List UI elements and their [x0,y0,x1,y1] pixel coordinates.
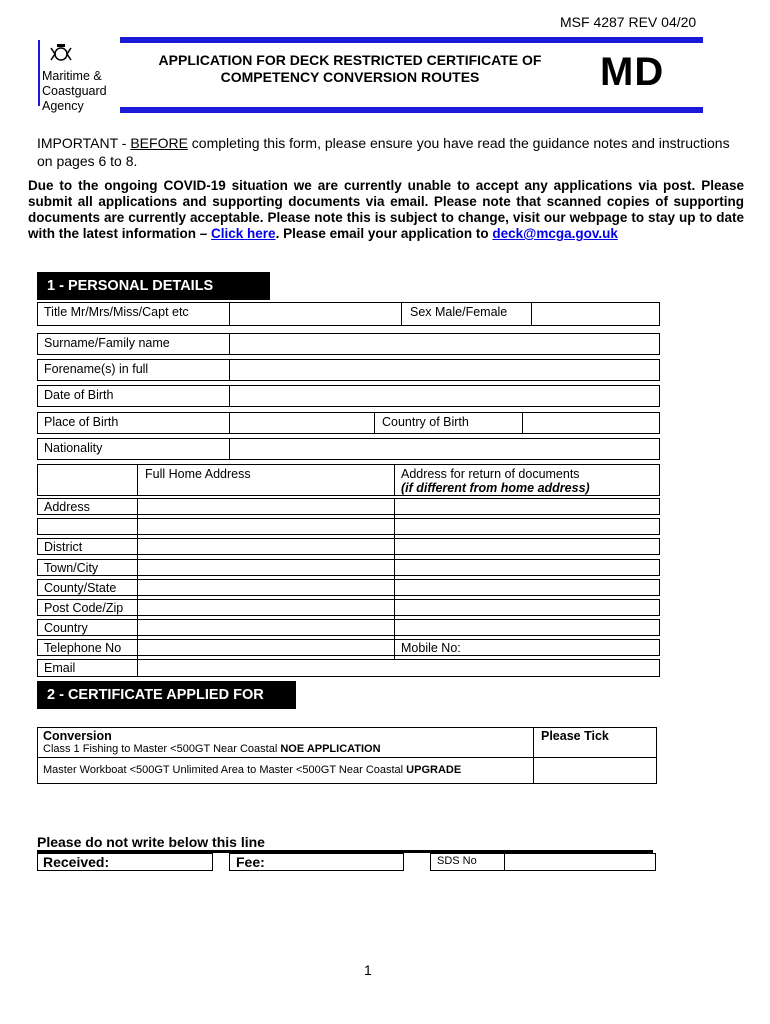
agency-line-1: Maritime & [42,69,102,83]
address-row[interactable] [37,639,660,656]
certificate-option-1 [43,743,381,755]
full-home-address-label: Full Home Address [145,467,251,481]
received-label: Received: [43,854,110,870]
covid-text: Due to the ongoing COVID-19 situation we are currently unable to accept any applications via post. Please submit all applications and supporting documents via email. Please note that scanned copies of supporting documents are currently acceptable. Please note this is subject to change, visit our webpage to stay up to date with the latest information – [28,178,744,241]
telephone-label: Telephone No [44,641,122,655]
cob-input[interactable] [522,412,660,434]
district-label: District [44,540,83,554]
cob-label: Country of Birth [382,415,469,429]
address-col-divider-1 [137,498,138,677]
option-2-text: Master Workboat <500GT Unlimited Area to Master <500GT Near Coastal [43,764,407,776]
sex-input[interactable] [531,302,660,326]
email-link[interactable]: deck@mcga.gov.uk [492,226,618,241]
certificate-option-2 [43,764,461,776]
nationality-input[interactable] [229,438,660,460]
logo-rule [38,40,40,106]
title-label: Title Mr/Mrs/Miss/Capt etc [44,305,189,319]
dob-label: Date of Birth [44,388,114,402]
address-row[interactable] [37,659,660,677]
dob-input[interactable] [229,385,660,407]
fee-label: Fee: [236,854,265,870]
surname-input[interactable] [229,333,660,355]
mobile-label: Mobile No: [401,641,461,655]
bottom-blue-bar [120,107,703,113]
address-row[interactable] [37,518,660,535]
surname-label: Surname/Family name [44,336,170,350]
top-blue-bar [120,37,703,43]
click-here-link[interactable]: Click here [211,226,276,241]
section-2-heading: 2 - CERTIFICATE APPLIED FOR [37,681,296,709]
sds-label: SDS No [437,855,477,867]
address-col-divider-2 [394,498,395,659]
page-number: 1 [364,962,372,978]
option-2-tick-box[interactable] [534,758,657,784]
covid-after: . Please email your application to [275,226,493,241]
sex-label: Sex Male/Female [410,305,508,319]
conversion-header: Conversion [43,729,112,743]
important-before: BEFORE [130,135,188,151]
crest-icon [48,44,74,64]
office-use-title: Please do not write below this line [37,834,265,850]
form-code: MD [600,50,665,94]
email-label: Email [44,661,76,675]
section-1-heading: 1 - PERSONAL DETAILS [37,272,270,300]
address-header-divider-2 [394,464,395,496]
return-address-note: (if different from home address) [401,481,590,495]
pob-label: Place of Birth [44,415,119,429]
option-2-type: UPGRADE [406,764,462,776]
postcode-label: Post Code/Zip [44,601,124,615]
agency-name [42,69,122,114]
pob-input[interactable] [229,412,375,434]
option-1-text: Class 1 Fishing to Master <500GT Near Coastal [43,743,281,755]
town-city-label: Town/City [44,561,99,575]
nationality-label: Nationality [44,441,103,455]
forename-label: Forename(s) in full [44,362,149,376]
county-state-label: County/State [44,581,117,595]
return-address-label: Address for return of documents [401,467,580,481]
title-input[interactable] [229,302,402,326]
important-rest: completing this form, please ensure you have read the guidance notes and instructions on pages 6 to 8. [37,135,730,169]
form-reference: MSF 4287 REV 04/20 [560,14,697,30]
address-row[interactable] [37,619,660,636]
address-row[interactable] [37,579,660,596]
agency-logo [42,44,122,114]
address-row[interactable] [37,538,660,555]
option-1-type: NOE APPLICATION [280,743,381,755]
address-row[interactable] [37,599,660,616]
covid-notice [28,178,744,242]
sds-input[interactable] [504,853,656,871]
please-tick-header: Please Tick [541,729,609,743]
address-label: Address [44,500,90,514]
agency-line-2: Coastguard [42,84,107,98]
title-line-1: APPLICATION FOR DECK RESTRICTED CERTIFICATE OF [158,52,542,68]
important-prefix: IMPORTANT - [37,135,131,151]
form-title [130,52,570,86]
address-row[interactable] [37,559,660,576]
agency-line-3: Agency [42,99,84,113]
title-line-2: COMPETENCY CONVERSION ROUTES [220,69,480,85]
option-1-tick-box[interactable] [534,743,657,757]
forename-input[interactable] [229,359,660,381]
address-header-divider-1 [137,464,138,496]
address-row[interactable] [37,498,660,515]
important-note [37,134,737,170]
country-label: Country [44,621,88,635]
